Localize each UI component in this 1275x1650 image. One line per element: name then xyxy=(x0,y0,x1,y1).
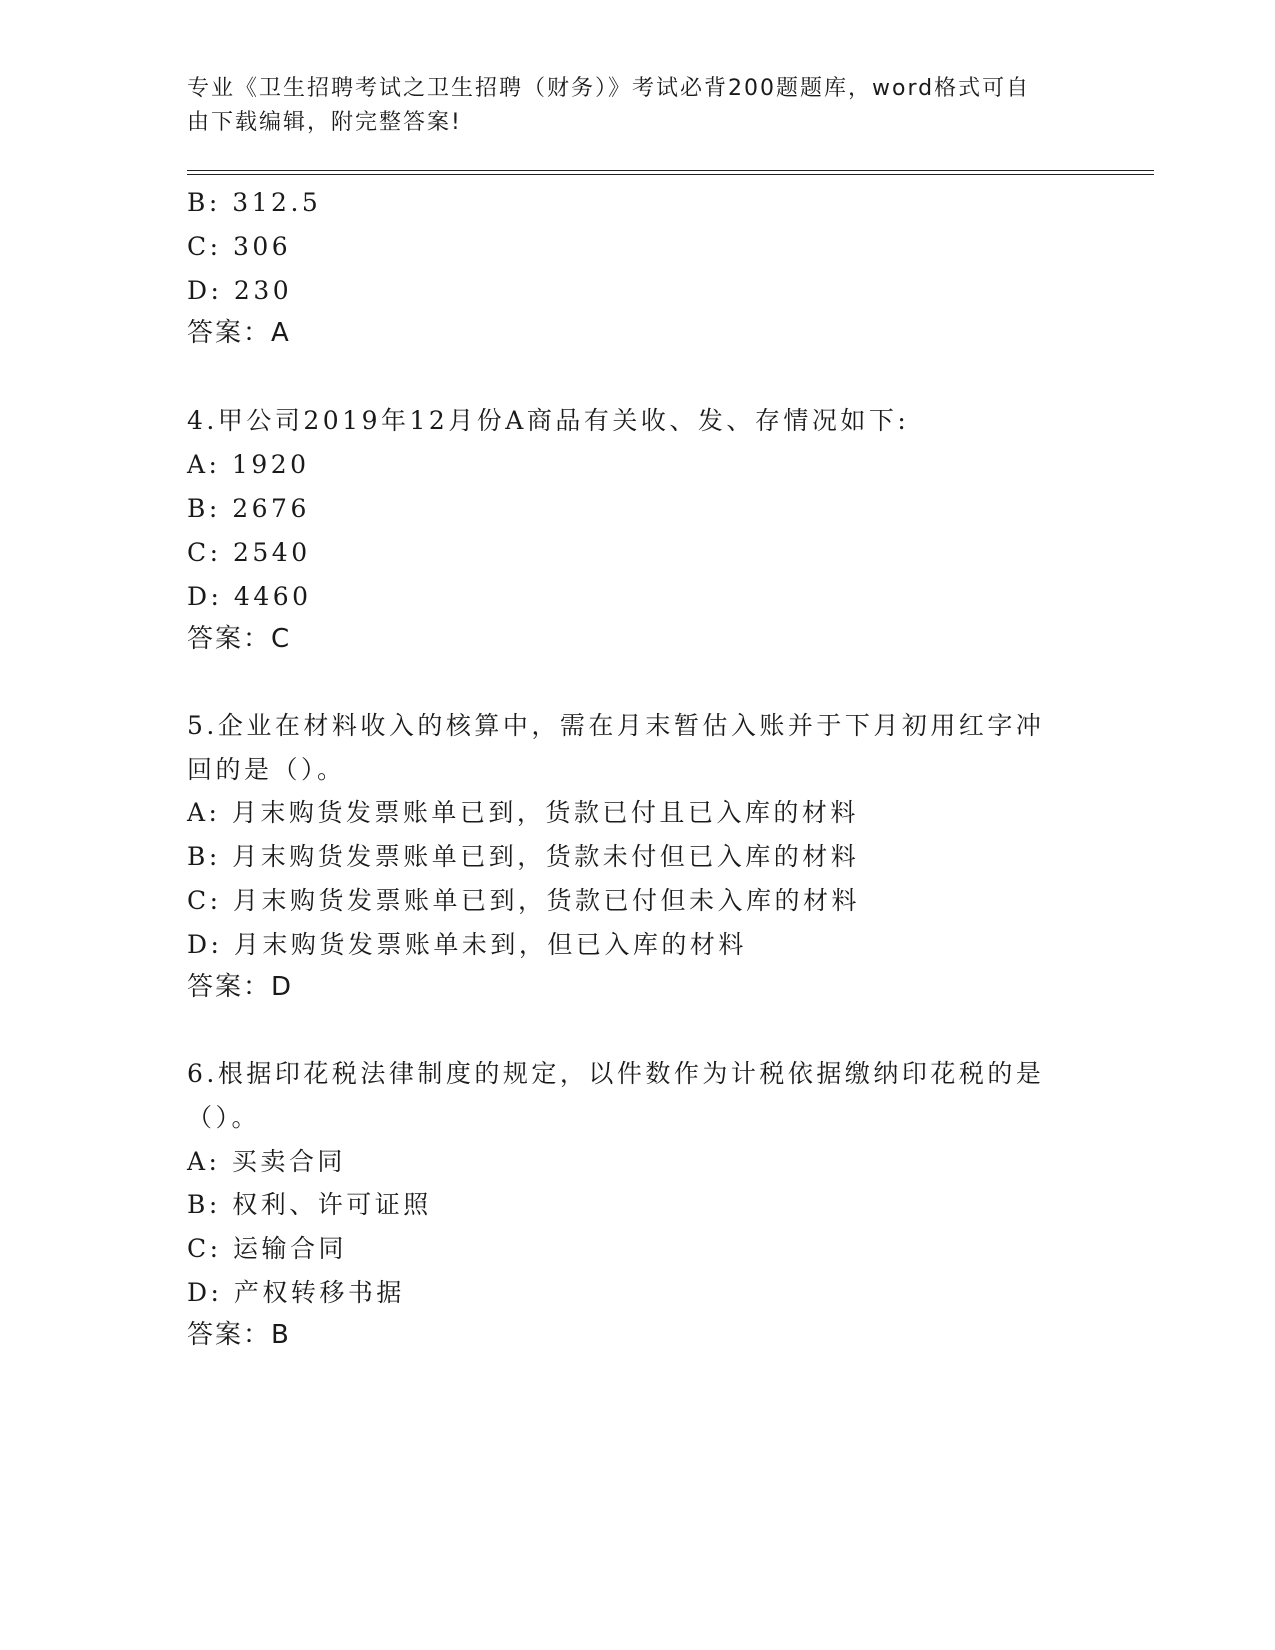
q6-option-c: C: 运输合同 xyxy=(187,1234,347,1263)
q3-option-b: B: 312.5 xyxy=(187,188,322,217)
q5-question-line-2: 回的是（）。 xyxy=(187,755,346,784)
q5-option-c: C: 月末购货发票账单已到，货款已付但未入库的材料 xyxy=(187,886,861,915)
q6-question-line-2: （）。 xyxy=(187,1103,261,1132)
q3-answer: 答案：A xyxy=(187,318,291,348)
q5-option-d: D: 月末购货发票账单未到，但已入库的材料 xyxy=(187,930,747,959)
q6-question-line-1: 6.根据印花税法律制度的规定，以件数作为计税依据缴纳印花税的是 xyxy=(187,1059,1045,1088)
q5-option-a: A: 月末购货发票账单已到，货款已付且已入库的材料 xyxy=(187,798,859,827)
q5-option-b: B: 月末购货发票账单已到，货款未付但已入库的材料 xyxy=(187,842,860,871)
header-title-line-1: 专业《卫生招聘考试之卫生招聘（财务）》考试必背200题题库，word格式可自 xyxy=(187,76,1031,101)
q5-answer: 答案：D xyxy=(187,972,294,1002)
q4-option-d: D: 4460 xyxy=(187,582,312,611)
q4-option-c: C: 2540 xyxy=(187,538,311,567)
q3-option-c: C: 306 xyxy=(187,232,292,261)
q4-option-a: A: 1920 xyxy=(187,450,310,479)
header-divider-bottom xyxy=(187,174,1154,175)
q4-answer: 答案：C xyxy=(187,624,292,654)
header-title-line-2: 由下载编辑，附完整答案! xyxy=(187,110,462,135)
q6-option-a: A: 买卖合同 xyxy=(187,1147,346,1176)
q5-question-line-1: 5.企业在材料收入的核算中，需在月末暂估入账并于下月初用红字冲 xyxy=(187,711,1045,740)
q6-option-b: B: 权利、许可证照 xyxy=(187,1190,432,1219)
q4-option-b: B: 2676 xyxy=(187,494,310,523)
q6-option-d: D: 产权转移书据 xyxy=(187,1278,405,1307)
header-divider-top xyxy=(187,170,1154,171)
q3-option-d: D: 230 xyxy=(187,276,293,305)
q4-question: 4.甲公司2019年12月份A商品有关收、发、存情况如下: xyxy=(187,406,910,435)
q6-answer: 答案：B xyxy=(187,1320,291,1350)
